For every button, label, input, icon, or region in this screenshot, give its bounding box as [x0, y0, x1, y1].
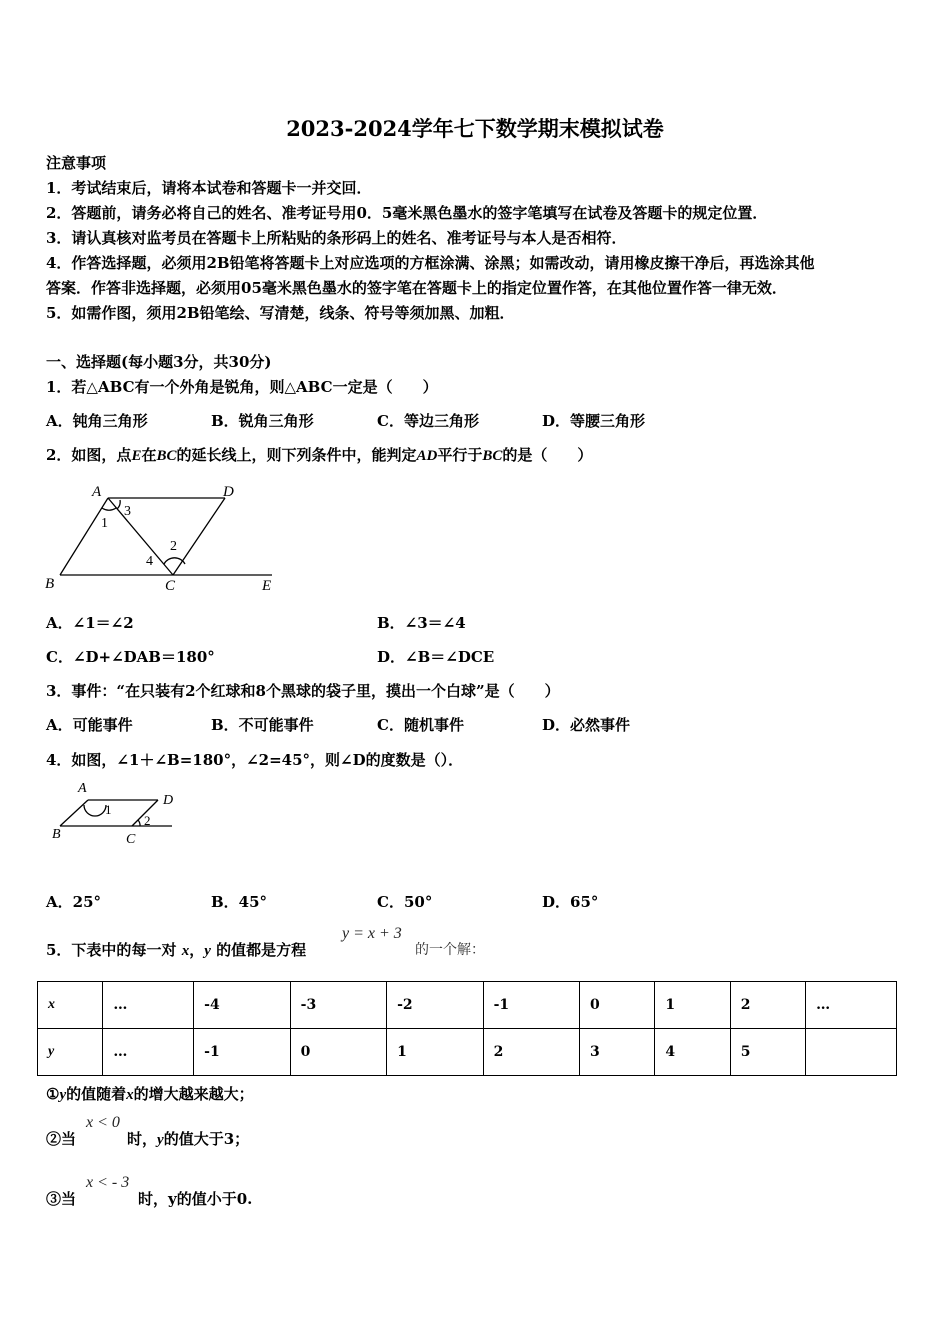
table-cell: x [38, 982, 103, 1029]
q5-equation: y = x + 3 [342, 925, 402, 942]
q4-option-b: B．45° [211, 893, 268, 911]
angle-2-arc [164, 558, 185, 564]
q1-option-d: D．等腰三角形 [542, 412, 646, 430]
table-row [38, 1029, 897, 1076]
q3-option-a: A．可能事件 [46, 716, 133, 734]
table-cell: 0 [580, 982, 655, 1029]
q1-stem: 1．若△ABC有一个外角是锐角，则△ABC一定是（ ） [46, 378, 438, 396]
q5-statement-3-tail: 时，y的值小于0. [138, 1190, 253, 1208]
q5-statement-2: ②当 [46, 1130, 77, 1148]
q5-stem-tail: 的一个解： [415, 942, 485, 958]
fig2-label-b: B [45, 576, 55, 592]
q2-option-d: D．∠B＝∠DCE [377, 648, 495, 666]
table-cell: … [103, 1029, 194, 1076]
table-cell: -1 [194, 1029, 290, 1076]
angle-1-arc [84, 805, 106, 816]
fig2-label-d: D [223, 484, 234, 500]
fig4-label-d: D [163, 793, 174, 808]
table-cell: … [806, 982, 897, 1029]
fig2-label-a: A [92, 484, 102, 500]
notice-item-3: 3．请认真核对监考员在答题卡上所粘贴的条形码上的姓名、准考证号与本人是否相符． [46, 229, 627, 247]
table-cell: -2 [387, 982, 483, 1029]
fig4-label-b: B [52, 827, 61, 842]
fig2-angle-2: 2 [170, 539, 177, 554]
table-cell: 3 [580, 1029, 655, 1076]
q1-option-c: C．等边三角形 [377, 412, 479, 430]
line-ac [108, 498, 173, 575]
q2-option-b: B．∠3＝∠4 [377, 614, 466, 632]
table-cell: 2 [483, 1029, 579, 1076]
section-heading: 一、选择题(每小题3分，共30分) [46, 353, 272, 371]
table-cell: -1 [483, 982, 579, 1029]
table-cell: 2 [730, 982, 805, 1029]
q4-option-d: D．65° [542, 893, 599, 911]
page-title: 2023-2024学年七下数学期末模拟试卷 [286, 116, 664, 141]
q2-figure [40, 478, 285, 598]
fig2-label-c: C [165, 578, 176, 594]
q5-condition-2: x < 0 [86, 1114, 120, 1131]
q4-stem: 4．如图，∠1＋∠B=180°，∠2=45°，则∠D的度数是（）． [46, 751, 464, 769]
q1-option-a: A．钝角三角形 [46, 412, 148, 430]
q5-statement-3: ③当 [46, 1190, 77, 1208]
q4-option-c: C．50° [377, 893, 433, 911]
q2-option-c: C．∠D+∠DAB＝180° [46, 648, 215, 666]
notice-item-2: 2．答题前，请务必将自己的姓名、准考证号用0．5毫米黑色墨水的签字笔填写在试卷及答题卡的规定位置． [46, 204, 768, 222]
notice-item-1: 1．考试结束后，请将本试卷和答题卡一并交回． [46, 179, 372, 197]
table-cell: … [103, 982, 194, 1029]
table-cell: -4 [194, 982, 290, 1029]
q2-stem: 2．如图，点E在BC的延长线上，则下列条件中，能判定AD平行于BC的是（ ） [46, 446, 593, 464]
line-ba [60, 800, 88, 826]
fig4-angle-1: 1 [105, 802, 112, 817]
line-ab [60, 498, 108, 575]
table-cell: -3 [290, 982, 386, 1029]
notice-item-4b: 答案．作答非选择题，必须用05毫米黑色墨水的签字笔在答题卡上的指定位置作答，在其他位置作答一律无效． [46, 279, 787, 297]
angle-2-arc [138, 820, 140, 826]
q3-stem: 3．事件：“在只装有2个红球和8个黑球的袋子里，摸出一个白球”是（ ） [46, 682, 560, 700]
q4-option-a: A．25° [46, 893, 102, 911]
q5-condition-3: x < - 3 [86, 1174, 130, 1191]
angle-1-arc [102, 508, 116, 510]
table-cell [806, 1029, 897, 1076]
table-cell: 1 [387, 1029, 483, 1076]
table-cell: 1 [655, 982, 730, 1029]
q4-figure [46, 778, 181, 848]
q3-option-d: D．必然事件 [542, 716, 631, 734]
table-cell: 5 [730, 1029, 805, 1076]
q5-statement-1: ①y的值随着x的增大越来越大； [46, 1085, 254, 1103]
table-cell: 0 [290, 1029, 386, 1076]
fig4-angle-2: 2 [144, 813, 151, 828]
table-cell: y [38, 1029, 103, 1076]
q5-stem: 5．下表中的每一对 x，y 的值都是方程 [46, 941, 307, 959]
table-cell: 4 [655, 1029, 730, 1076]
q5-statement-2-tail: 时，y的值大于3； [127, 1130, 250, 1148]
line-dc [173, 498, 225, 575]
notice-item-5: 5．如需作图，须用2B铅笔绘、写清楚，线条、符号等须加黑、加粗． [46, 304, 515, 322]
q1-option-b: B．锐角三角形 [211, 412, 314, 430]
fig4-label-c: C [126, 832, 136, 847]
fig2-angle-4: 4 [146, 554, 153, 569]
q3-option-c: C．随机事件 [377, 716, 464, 734]
fig2-angle-1: 1 [101, 516, 108, 531]
notice-heading: 注意事项 [46, 154, 107, 172]
notice-item-4a: 4．作答选择题，必须用2B铅笔将答题卡上对应选项的方框涂满、涂黑；如需改动，请用橡皮擦干净后，再选涂其他 [46, 254, 815, 272]
q3-option-b: B．不可能事件 [211, 716, 314, 734]
fig2-angle-3: 3 [124, 504, 131, 519]
angle-3-arc [117, 500, 120, 509]
fig2-label-e: E [262, 578, 272, 594]
fig4-label-a: A [78, 781, 87, 796]
table-row [38, 982, 897, 1029]
q2-option-a: A．∠1＝∠2 [46, 614, 134, 632]
q5-table [37, 981, 897, 1076]
